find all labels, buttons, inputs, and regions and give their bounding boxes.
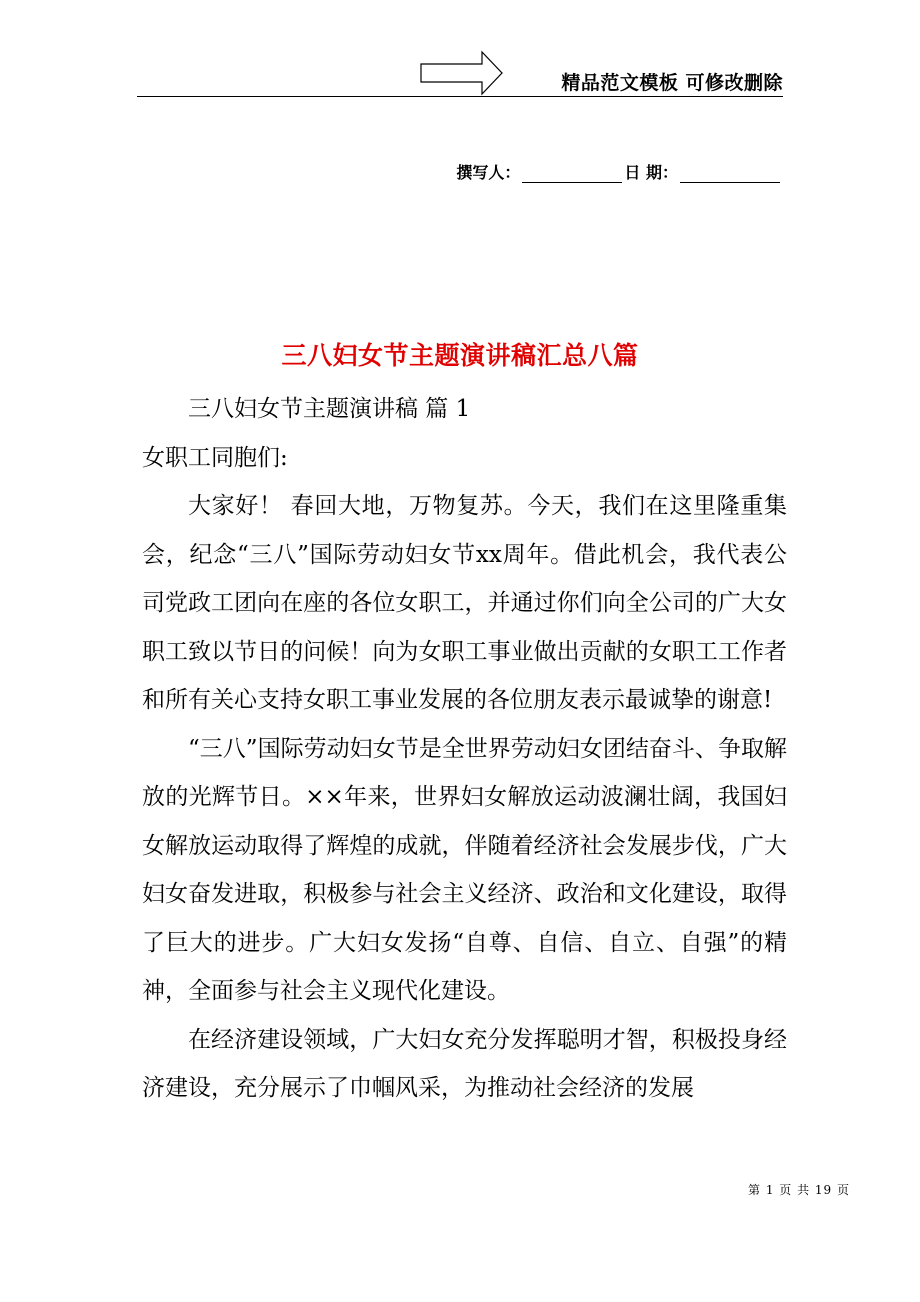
paragraph: “三八”国际劳动妇女节是全世界劳动妇女团结奋斗、争取解放的光辉节日。××年来，世界妇女解放运动波澜壮阔，我国妇女解放运动取得了辉煌的成就，伴随着经济社会发展步伐，广大妇女奋发进取，积极参与社会主义经济、政治和文化建设，取得了巨大的进步。广大妇女发扬“自尊、自信、自立、自强”的精神，全面参与社会主义现代化建设。 [142, 735, 787, 1004]
document-title: 三八妇女节主题演讲稿汇总八篇 [281, 341, 639, 370]
arrow-right-icon [420, 50, 504, 96]
author-label: 撰写人： [456, 163, 521, 182]
paragraph: 在经济建设领域，广大妇女充分发挥聪明才智，积极投身经济建设，充分展示了巾帼风采，为推动社会经济的发展 [142, 1026, 787, 1101]
document-body [142, 385, 787, 1113]
section-heading: 三八妇女节主题演讲稿 篇 1 [188, 396, 471, 422]
header-divider [137, 96, 783, 97]
header-label: 精品范文模板 可修改删除 [561, 72, 783, 94]
author-blank [522, 164, 622, 183]
paragraph: 大家好！ 春回大地，万物复苏。今天，我们在这里隆重集会，纪念“三八”国际劳动妇女节xx周年。借此机会，我代表公司党政工团向在座的各位女职工，并通过你们向全公司的广大女职工致以节日的问候！向为女职工事业做出贡献的女职工工作者和所有关心支持女职工事业发展的各位朋友表示最诚挚的谢意! [142, 493, 787, 713]
author-date-line [456, 160, 782, 183]
page-header [137, 50, 783, 98]
page-indicator: 第 1 页 共 19 页 [748, 1183, 850, 1197]
date-blank [680, 164, 780, 183]
salutation: 女职工同胞们: [142, 444, 288, 471]
date-label: 日 期： [624, 163, 678, 182]
